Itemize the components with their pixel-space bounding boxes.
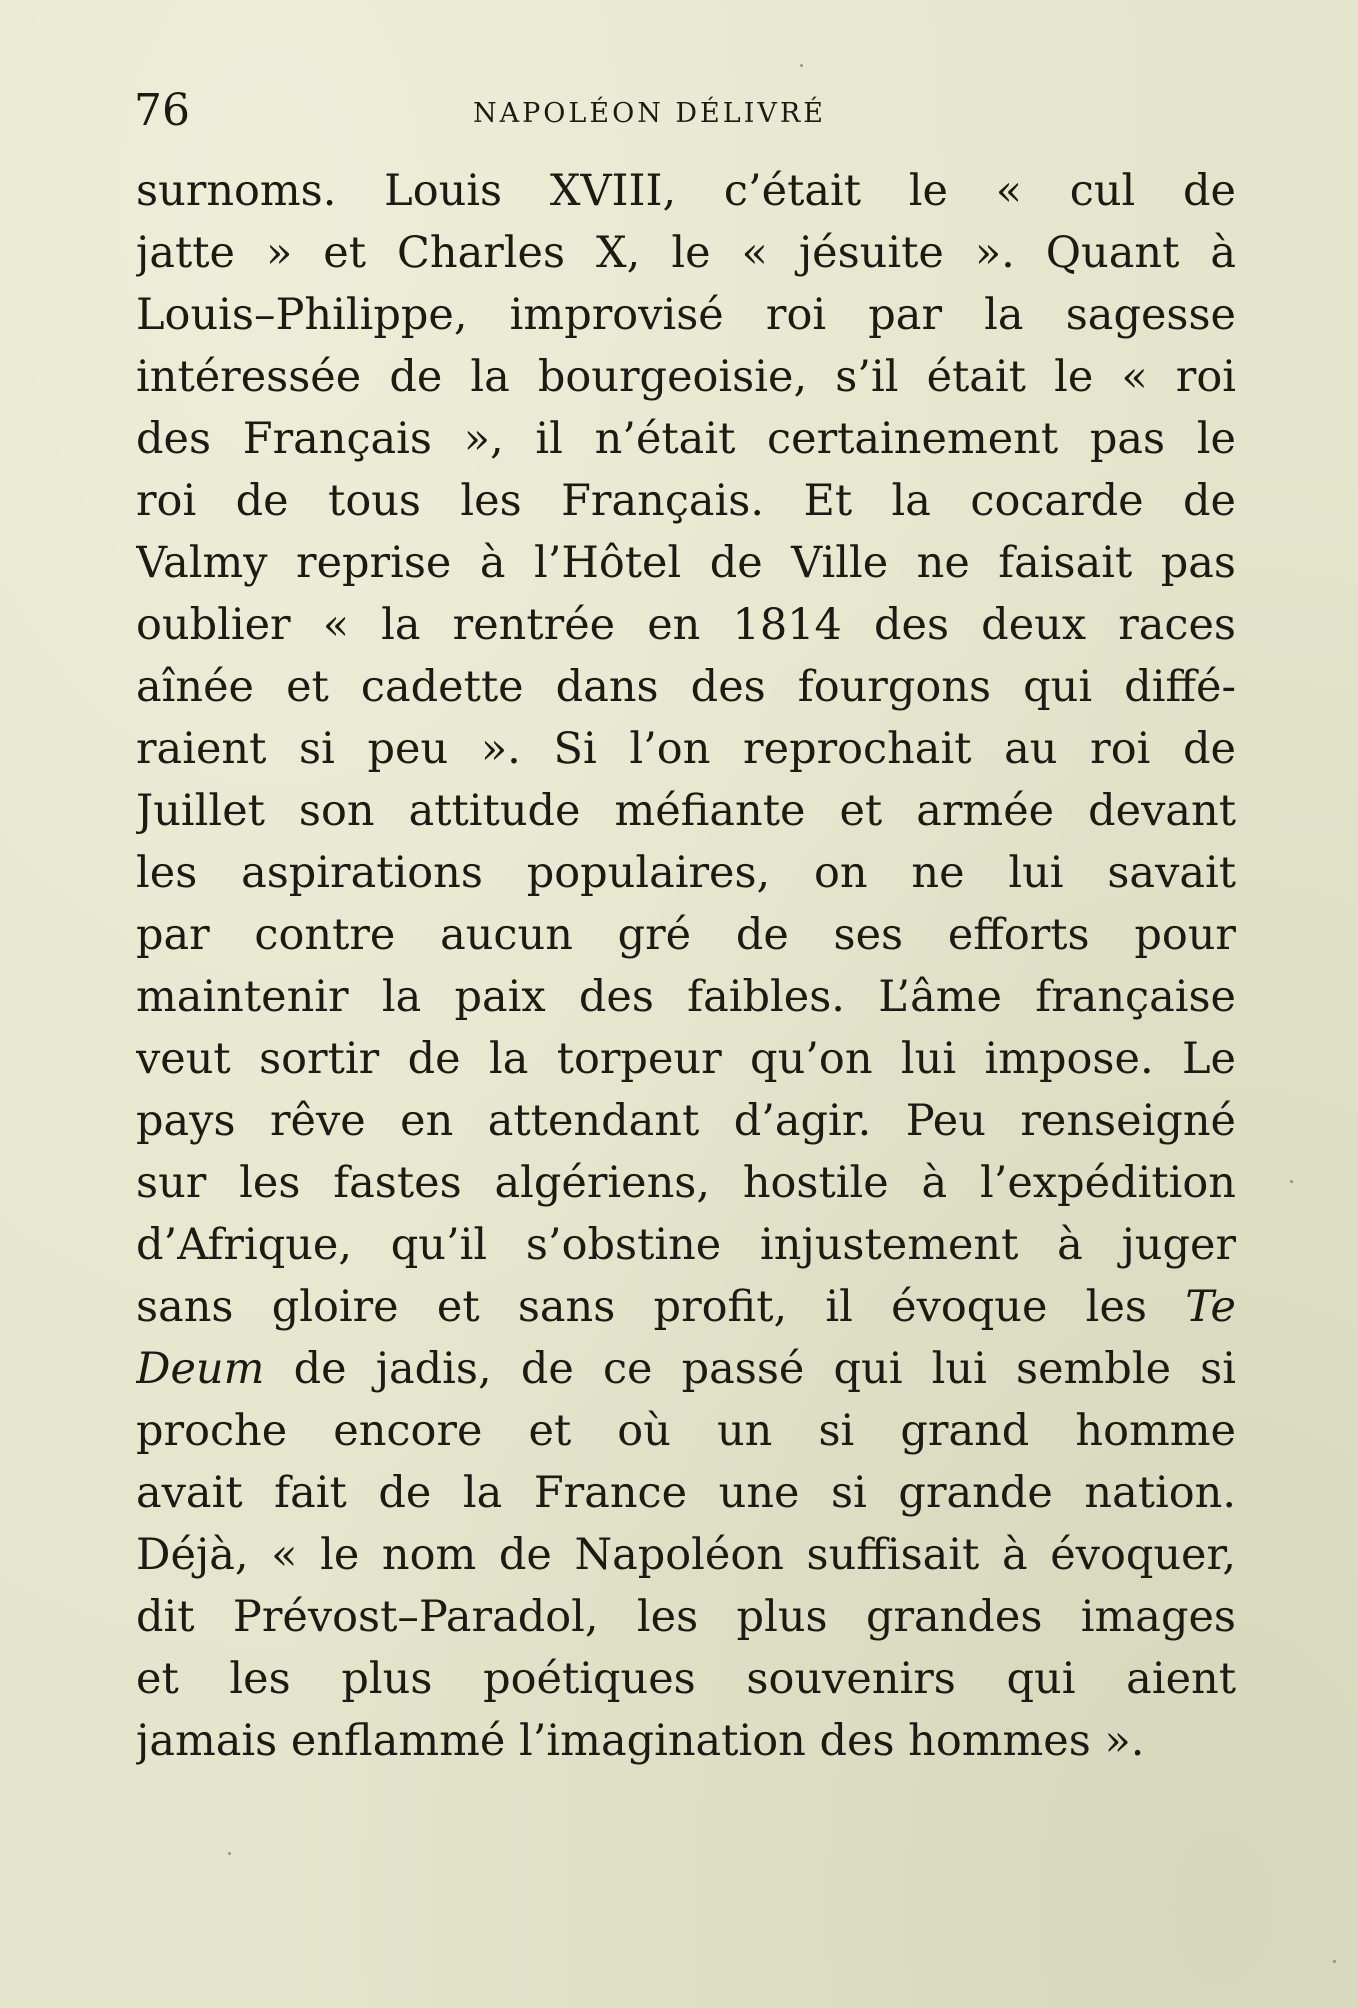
- text-line: et les plus poétiques souvenirs qui aient: [136, 1654, 1236, 1704]
- line-text: sans gloire et sans profit, il évoque les: [136, 1282, 1147, 1332]
- text-line: dit Prévost–Paradol, les plus grandes images: [136, 1592, 1236, 1642]
- text-line: d’Afrique, qu’il s’obstine injustement à juger: [136, 1220, 1236, 1270]
- text-line: aînée et cadette dans des fourgons qui diffé-: [136, 662, 1236, 712]
- text-line: Juillet son attitude méfiante et armée devant: [136, 786, 1236, 836]
- text-line: jamais enflammé l’imagination des hommes ».: [136, 1716, 1145, 1766]
- text-line: par contre aucun gré de ses efforts pour: [136, 910, 1236, 960]
- running-title: NAPOLÉON DÉLIVRÉ: [473, 98, 826, 129]
- text-line: pays rêve en attendant d’agir. Peu renseigné: [136, 1096, 1236, 1146]
- text-line: Louis–Philippe, improvisé roi par la sagesse: [136, 290, 1236, 340]
- text-line: avait fait de la France une si grande nation.: [136, 1468, 1236, 1518]
- text-line: maintenir la paix des faibles. L’âme française: [136, 972, 1236, 1022]
- italic-term: Te: [1185, 1282, 1236, 1332]
- paper-speck: [1290, 1180, 1293, 1183]
- text-line: des Français », il n’était certainement pas le: [136, 414, 1236, 464]
- page-header: [128, 86, 1240, 136]
- paper-speck: [1333, 1960, 1336, 1963]
- paper-speck: [228, 1852, 231, 1855]
- text-line: veut sortir de la torpeur qu’on lui impose. Le: [136, 1034, 1236, 1084]
- text-line: Déjà, « le nom de Napoléon suffisait à évoquer,: [136, 1530, 1236, 1580]
- text-line: oublier « la rentrée en 1814 des deux races: [136, 600, 1236, 650]
- page-number: 76: [134, 85, 190, 136]
- text-line: proche encore et où un si grand homme: [136, 1406, 1236, 1456]
- text-line-with-italic: [136, 1338, 1236, 1400]
- text-line: jatte » et Charles X, le « jésuite ». Quant à: [136, 228, 1236, 278]
- text-line: raient si peu ». Si l’on reprochait au roi de: [136, 724, 1236, 774]
- text-line-with-italic: [136, 1276, 1236, 1338]
- body-text: [136, 160, 1236, 1772]
- text-line: roi de tous les Français. Et la cocarde de: [136, 476, 1236, 526]
- text-line: surnoms. Louis XVIII, c’était le « cul de: [136, 166, 1236, 216]
- italic-term: Deum: [136, 1344, 265, 1394]
- text-line: les aspirations populaires, on ne lui savait: [136, 848, 1236, 898]
- text-line: Valmy reprise à l’Hôtel de Ville ne faisait pas: [136, 538, 1236, 588]
- line-text: de jadis, de ce passé qui lui semble si: [293, 1344, 1236, 1394]
- paper-speck: [800, 64, 803, 67]
- text-line: sur les fastes algériens, hostile à l’expédition: [136, 1158, 1236, 1208]
- text-line: intéressée de la bourgeoisie, s’il était le « roi: [136, 352, 1236, 402]
